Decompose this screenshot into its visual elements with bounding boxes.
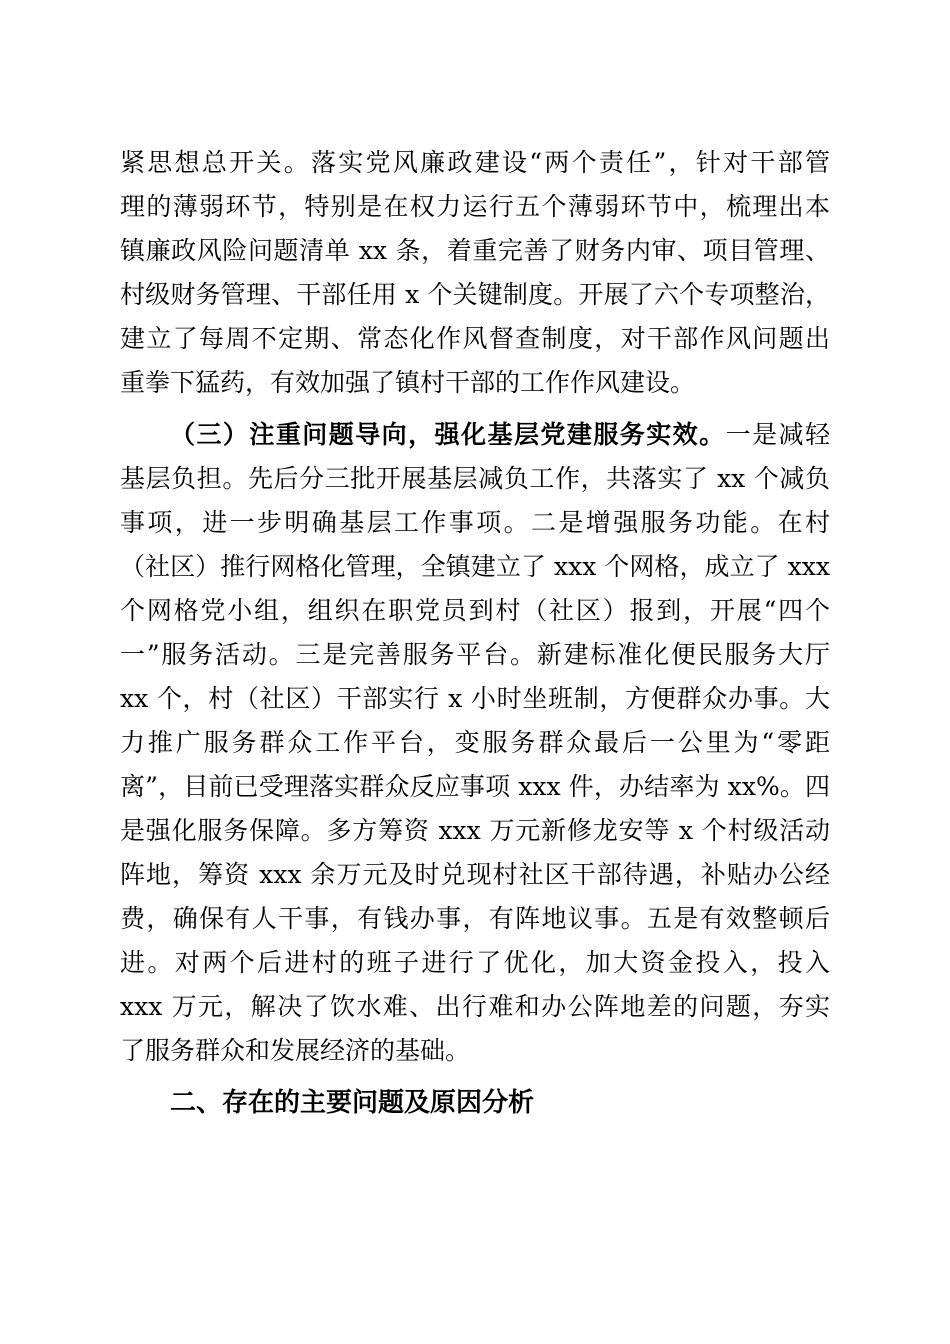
text-span: 一是减轻	[725, 420, 830, 449]
text-line: 基层负担。先后分三批开展基层减负工作，共落实了 xx 个减负	[120, 464, 830, 493]
paragraph-first-line	[170, 414, 830, 456]
text-line: xx 个，村（社区）干部实行 x 小时坐班制，方便群众办事。大	[120, 684, 830, 713]
subsection-heading: （三）注重问题导向，强化基层党建服务实效。	[170, 420, 726, 449]
text-line: 紧思想总开关。落实党风廉政建设“两个责任”，针对干部管	[120, 148, 830, 177]
text-line: 一”服务活动。三是完善服务平台。新建标准化便民服务大厅	[120, 640, 830, 669]
text-line: 重拳下猛药，有效加强了镇村干部的工作作风建设。	[120, 368, 696, 397]
text-line: 进。对两个后进村的班子进行了优化，加大资金投入，投入	[120, 948, 830, 977]
text-line: xxx 万元，解决了饮水难、出行难和办公阵地差的问题，夯实	[120, 992, 830, 1021]
text-line: 理的薄弱环节，特别是在权力运行五个薄弱环节中，梳理出本	[120, 192, 830, 221]
text-line: 费，确保有人干事，有钱办事，有阵地议事。五是有效整顿后	[120, 904, 830, 933]
text-line: 离”，目前已受理落实群众反应事项 xxx 件，办结率为 xx%。四	[120, 772, 830, 801]
text-line: 村级财务管理、干部任用 x 个关键制度。开展了六个专项整治，	[120, 280, 830, 309]
text-line: 事项，进一步明确基层工作事项。二是增强服务功能。在村	[120, 508, 830, 537]
text-line: 力推广服务群众工作平台，变服务群众最后一公里为“零距	[120, 728, 830, 757]
section-heading: 二、存在的主要问题及原因分析	[170, 1088, 535, 1118]
text-line: （社区）推行网格化管理，全镇建立了 xxx 个网格，成立了 xxx	[120, 552, 830, 581]
text-line: 了服务群众和发展经济的基础。	[120, 1036, 471, 1065]
text-line: 个网格党小组，组织在职党员到村（社区）报到，开展“四个	[120, 596, 830, 625]
text-line: 是强化服务保障。多方筹资 xxx 万元新修龙安等 x 个村级活动	[120, 816, 830, 845]
text-line: 阵地，筹资 xxx 余万元及时兑现村社区干部待遇，补贴办公经	[120, 860, 830, 889]
text-line: 建立了每周不定期、常态化作风督查制度，对干部作风问题出	[120, 324, 830, 353]
text-line: 镇廉政风险问题清单 xx 条，着重完善了财务内审、项目管理、	[120, 236, 830, 265]
